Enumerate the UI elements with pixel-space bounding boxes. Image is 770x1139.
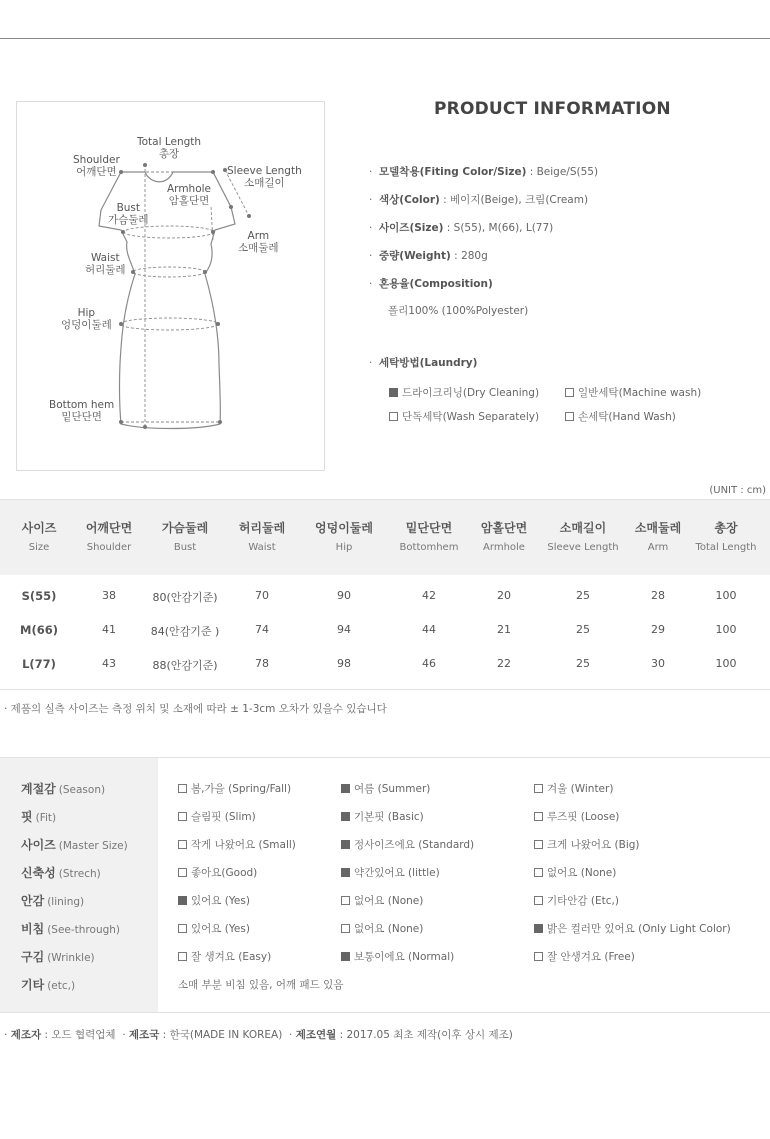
label-bust: Bust 가슴둘레 (108, 202, 149, 226)
header-ko: 사이즈 (21, 521, 57, 535)
option-label: 있어요 (Yes) (191, 895, 250, 907)
checkbox-icon (534, 784, 543, 793)
checkbox-icon (341, 840, 350, 849)
size-cell: 38 (102, 589, 116, 602)
checkbox-icon (341, 868, 350, 877)
checkbox-icon (534, 896, 543, 905)
checkbox-icon (389, 412, 398, 421)
attribute-option (534, 893, 619, 908)
attribute-ko: 구김 (21, 950, 45, 964)
size-cell: 78 (255, 657, 269, 670)
attribute-text: 소매 부분 비침 있음, 어깨 패드 있음 (178, 979, 344, 991)
header-en: Total Length (695, 542, 757, 553)
label-sleeve-length: Sleeve Length 소매길이 (227, 165, 302, 189)
size-cell: 30 (651, 657, 665, 670)
checkbox-icon (178, 896, 187, 905)
label-shoulder: Shoulder 어깨단면 (73, 154, 120, 178)
attribute-option (534, 865, 616, 880)
option-label: 작게 나왔어요 (Small) (191, 839, 296, 851)
attribute-en: (Wrinkle) (47, 952, 95, 964)
size-cell: 74 (255, 623, 269, 636)
size-cell: 100 (715, 589, 737, 602)
checkbox-icon (178, 952, 187, 961)
option-label: 없어요 (None) (354, 923, 424, 935)
attribute-option (178, 893, 250, 908)
header-en: Shoulder (86, 542, 132, 553)
size-cell: 90 (337, 589, 351, 602)
size-cell: 80(안감기준) (152, 591, 218, 604)
size-header-cell (315, 519, 373, 553)
header-ko: 허리둘레 (238, 521, 286, 535)
manufacturer-info: · 제조자 : 오드 협력업체 · 제조국 : 한국(MADE IN KOREA) · 제조연월 : 2017.05 최초 제작(이후 상시 제조) (4, 1029, 513, 1041)
size-cell: 42 (422, 589, 436, 602)
attribute-label (21, 892, 84, 909)
size-cell: 41 (102, 623, 116, 636)
attribute-ko: 계절감 (21, 782, 56, 796)
header-en: Bottomhem (399, 542, 459, 553)
option-label: 잘 안생겨요 (Free) (547, 951, 635, 963)
header-en: Bust (173, 542, 197, 553)
attribute-option (178, 809, 256, 824)
option-label: 약간있어요 (little) (354, 867, 440, 879)
option-label: 밝은 컬러만 있어요 (Only Light Color) (547, 923, 731, 935)
checkbox-icon (341, 924, 350, 933)
attribute-option (178, 865, 257, 880)
measurement-diagram (16, 101, 325, 471)
option-label: 루즈핏 (Loose) (547, 811, 620, 823)
size-row-label: M(66) (20, 623, 58, 637)
header-ko: 어깨단면 (85, 521, 133, 535)
size-cell: 25 (576, 623, 590, 636)
attribute-label (21, 976, 75, 993)
attribute-option (341, 893, 423, 908)
attribute-en: (etc,) (47, 980, 76, 992)
attribute-ko: 기타 (21, 978, 45, 992)
option-label: 없어요 (None) (547, 867, 617, 879)
attribute-en: (See-through) (47, 924, 121, 936)
header-en: Sleeve Length (547, 542, 619, 553)
checkbox-icon (341, 784, 350, 793)
size-header-cell (22, 519, 57, 553)
option-label: 봄,가을 (Spring/Fall) (191, 783, 292, 795)
attribute-option (341, 837, 474, 852)
attribute-option (341, 921, 423, 936)
attribute-option (534, 837, 640, 852)
size-note: · 제품의 실측 사이즈는 측정 위치 및 소재에 따라 ± 1-3cm 오차가 있을수 있습니다 (4, 703, 387, 715)
size-header-cell (547, 519, 618, 553)
attribute-label (21, 808, 56, 825)
attribute-en: (lining) (47, 896, 85, 908)
attribute-en: (Master Size) (58, 840, 128, 852)
option-label: 잘 생겨요 (Easy) (191, 951, 272, 963)
label-waist: Waist 허리둘레 (85, 252, 126, 276)
checkbox-icon (534, 924, 543, 933)
top-divider (0, 38, 770, 39)
size-cell: 46 (422, 657, 436, 670)
header-ko: 소매둘레 (634, 521, 682, 535)
checkbox-icon (565, 388, 574, 397)
header-ko: 총장 (714, 521, 738, 535)
attribute-option (178, 837, 296, 852)
header-en: Size (28, 542, 50, 553)
header-ko: 암홀단면 (480, 521, 528, 535)
option-label: 겨울 (Winter) (547, 783, 614, 795)
size-cell: 22 (497, 657, 511, 670)
size-cell: 20 (497, 589, 511, 602)
attribute-label (21, 948, 95, 965)
option-label: 보통이에요 (Normal) (354, 951, 455, 963)
checkbox-icon (178, 868, 187, 877)
checkbox-icon (341, 812, 350, 821)
size-header-cell (86, 519, 132, 553)
info-row-model-fit: · 모델착용(Fiting Color/Size) : Beige/S(55) (369, 166, 599, 178)
option-label: 있어요 (Yes) (191, 923, 250, 935)
attribute-option (341, 809, 424, 824)
checkbox-icon (534, 840, 543, 849)
size-cell: 88(안감기준) (152, 659, 218, 672)
attribute-ko: 사이즈 (21, 838, 56, 852)
label-total-length: Total Length 총장 (137, 136, 202, 160)
attribute-label (21, 836, 128, 853)
size-cell: 84(안감기준 ) (150, 625, 220, 638)
checkbox-icon (565, 412, 574, 421)
laundry-wash-separately: 단독세탁(Wash Separately) (389, 409, 539, 424)
label-hip: Hip 엉덩이둘레 (61, 307, 112, 331)
size-cell: 98 (337, 657, 351, 670)
header-ko: 가슴둘레 (161, 521, 209, 535)
info-row-size: · 사이즈(Size) : S(55), M(66), L(77) (369, 222, 554, 234)
attribute-option (178, 781, 291, 796)
attribute-en: (Season) (58, 784, 106, 796)
size-row-label: S(55) (21, 589, 57, 603)
attribute-option (534, 921, 731, 936)
attribute-option (341, 781, 430, 796)
attribute-en: (Strech) (58, 868, 101, 880)
info-row-weight: · 중량(Weight) : 280g (369, 250, 488, 262)
size-header-cell (162, 519, 208, 553)
option-label: 좋아요(Good) (191, 867, 258, 879)
info-row-color: · 색상(Color) : 베이지(Beige), 크림(Cream) (369, 194, 589, 206)
header-ko: 소매길이 (559, 521, 607, 535)
attributes-table (0, 757, 770, 1013)
size-cell: 25 (576, 657, 590, 670)
attribute-option (341, 949, 454, 964)
size-cell: 28 (651, 589, 665, 602)
size-cell: 25 (576, 589, 590, 602)
attribute-label (21, 920, 120, 937)
size-cell: 44 (422, 623, 436, 636)
checkbox-icon (178, 812, 187, 821)
header-ko: 밑단단면 (405, 521, 453, 535)
attribute-label (21, 780, 105, 797)
checkbox-icon (341, 952, 350, 961)
size-header-cell (239, 519, 285, 553)
attribute-label (21, 864, 101, 881)
option-label: 기타안감 (Etc,) (547, 895, 619, 907)
size-cell: 100 (715, 623, 737, 636)
checkbox-icon (178, 784, 187, 793)
laundry-machine-wash: 일반세탁(Machine wash) (565, 385, 701, 400)
option-label: 정사이즈에요 (Standard) (354, 839, 475, 851)
laundry-dry-cleaning: 드라이크리닝(Dry Cleaning) (389, 385, 539, 400)
checkbox-icon (534, 868, 543, 877)
size-table-bottom-divider (0, 689, 770, 690)
attribute-option (534, 781, 613, 796)
attribute-option (341, 865, 440, 880)
option-label: 없어요 (None) (354, 895, 424, 907)
attribute-ko: 핏 (21, 810, 33, 824)
attribute-option (534, 949, 635, 964)
checkbox-icon (534, 952, 543, 961)
size-header-cell (481, 519, 527, 553)
info-row-composition: · 혼용율(Composition) (369, 278, 493, 290)
label-arm: Arm 소매둘레 (238, 230, 279, 254)
size-header-cell (400, 519, 459, 553)
composition-value: 폴리100% (100%Polyester) (388, 305, 529, 317)
option-label: 슬림핏 (Slim) (191, 811, 256, 823)
attribute-option (534, 809, 619, 824)
checkbox-icon (178, 924, 187, 933)
product-info-title: PRODUCT INFORMATION (434, 99, 671, 119)
size-row-label: L(77) (22, 657, 56, 671)
size-cell: 29 (651, 623, 665, 636)
info-row-laundry: · 세탁방법(Laundry) (369, 357, 478, 369)
attribute-option (178, 949, 271, 964)
unit-label: (UNIT : cm) (709, 485, 766, 496)
attribute-ko: 비침 (21, 922, 45, 936)
checkbox-icon (534, 812, 543, 821)
option-label: 크게 나왔어요 (Big) (547, 839, 640, 851)
checkbox-icon (341, 896, 350, 905)
checkbox-icon (178, 840, 187, 849)
option-label: 기본핏 (Basic) (354, 811, 424, 823)
size-cell: 43 (102, 657, 116, 670)
label-armhole: Armhole 암홀단면 (167, 183, 211, 207)
label-bottom-hem: Bottom hem 밑단단면 (49, 399, 115, 423)
attribute-ko: 안감 (21, 894, 45, 908)
size-cell: 70 (255, 589, 269, 602)
laundry-hand-wash: 손세탁(Hand Wash) (565, 409, 676, 424)
attribute-en: (Fit) (35, 812, 57, 824)
size-cell: 21 (497, 623, 511, 636)
header-en: Hip (335, 542, 353, 553)
header-en: Arm (647, 542, 669, 553)
header-en: Waist (248, 542, 276, 553)
size-header-cell (635, 519, 681, 553)
checkbox-icon (389, 388, 398, 397)
size-cell: 100 (715, 657, 737, 670)
size-header-cell (695, 519, 756, 553)
header-ko: 엉덩이둘레 (315, 521, 373, 535)
size-cell: 94 (337, 623, 351, 636)
attribute-option (178, 921, 250, 936)
attribute-ko: 신축성 (21, 866, 56, 880)
option-label: 여름 (Summer) (354, 783, 431, 795)
header-en: Armhole (483, 542, 525, 553)
